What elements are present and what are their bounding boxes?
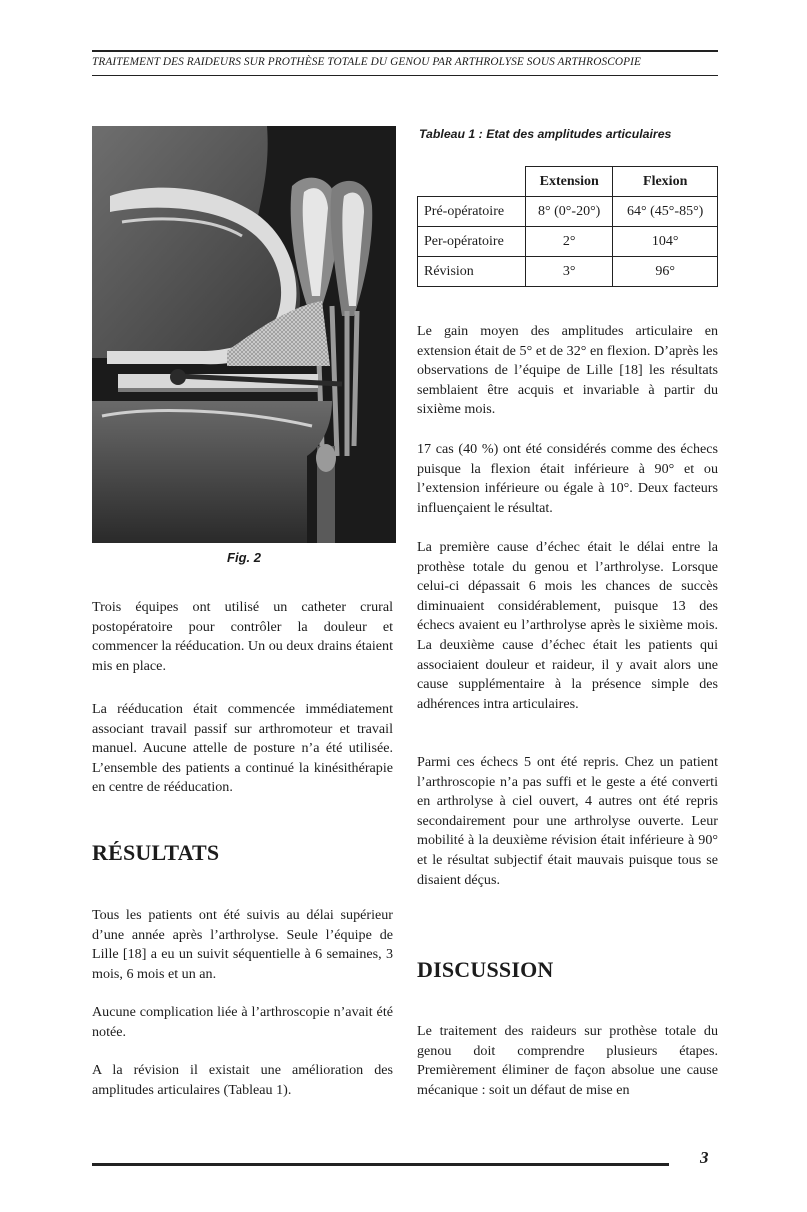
table-row-label: Per-opératoire <box>418 227 526 257</box>
table-header-row <box>418 167 718 197</box>
paragraph: Le gain moyen des amplitudes articulaire en extension était de 5° et de 32° en flexion. D’après les observations de l’équipe de Lille [18] les résultats semblaient être acquis et invariable à partir du sixième mois. <box>417 323 718 418</box>
left-column-para5 <box>92 1061 393 1100</box>
paragraph: La première cause d’échec était le délai entre la prothèse totale du genou et l’arthrolyse. Lorsque celui-ci dépassait 6 mois les chances de succès diminuaient considérablement, puisque 13 des échecs avaient eu l’arthrolyse après le sixième mois. La deuxième cause d’échec était les patients qui associaient douleur et raideur, il y avait alors une cause supplémentaire à la présence simple des adhérences intra articulaires. <box>417 539 718 712</box>
table-row-label: Pré-opératoire <box>418 197 526 227</box>
table-cell-flexion: 104° <box>613 227 718 257</box>
amplitudes-table <box>417 166 718 287</box>
paragraph: Tous les patients ont été suivis au délai supérieur d’une année après l’arthrolyse. Seule l’équipe de Lille [18] a eu un suivit séquentielle à 6 semaines, 3 mois, 6 mois et un an. <box>92 907 393 982</box>
page-number: 3 <box>700 1148 709 1167</box>
table-header-empty <box>418 167 526 197</box>
table-header-flexion: Flexion <box>613 167 718 197</box>
paragraph: Parmi ces échecs 5 ont été repris. Chez un patient l’arthroscopie n’a pas suffi et le geste a été converti en arthrolyse à ciel ouvert, 4 autres ont été repris secondairement pour une arthrolyse ouverte. Leur mobilité à la deuxième révision était inférieure à 90° et le résultat subjectif était mauvais puisque tous se disaient déçus. <box>417 754 718 888</box>
right-column-para3 <box>417 538 718 714</box>
knee-prosthesis-illustration <box>92 126 396 543</box>
paragraph: Trois équipes ont utilisé un catheter crural postopératoire pour contrôler la douleur et commencer la rééducation. Un ou deux drains étaient mis en place. <box>92 599 393 674</box>
table-row <box>418 197 718 227</box>
left-column-para4 <box>92 1003 393 1042</box>
header-rule-thin <box>92 75 718 76</box>
left-column-para2 <box>92 700 393 798</box>
table-cell-extension: 8° (0°-20°) <box>526 197 613 227</box>
running-head: TRAITEMENT DES RAIDEURS SUR PROTHÈSE TOTALE DU GENOU PAR ARTHROLYSE SOUS ARTHROSCOPIE <box>92 56 641 68</box>
paragraph: La rééducation était commencée immédiatement associant travail passif sur arthromoteur et travail manuel. Aucune attelle de posture n’a été utilisée. L’ensemble des patients a continué la kinésithérapie en centre de rééducation. <box>92 701 393 796</box>
section-heading-discussion: DISCUSSION <box>417 957 554 982</box>
paragraph: 17 cas (40 %) ont été considérés comme des échecs puisque la flexion était inférieure à 90° et ou l’extension inférieure ou égale à 10°. Deux facteurs influençaient le résultat. <box>417 441 718 516</box>
figure-image <box>92 126 396 543</box>
table-title: Tableau 1 : Etat des amplitudes articulaires <box>419 127 672 141</box>
section-heading-results: RÉSULTATS <box>92 840 220 865</box>
table-cell-flexion: 96° <box>613 257 718 287</box>
paragraph: A la révision il existait une amélioration des amplitudes articulaires (Tableau 1). <box>92 1062 393 1098</box>
right-column-para5 <box>417 1022 718 1100</box>
figure-caption: Fig. 2 <box>227 550 261 565</box>
header-rule <box>92 50 718 52</box>
right-column-para2 <box>417 440 718 518</box>
paragraph: Le traitement des raideurs sur prothèse totale du genou doit comprendre plusieurs étapes. Premièrement éliminer de façon absolue une cause mécanique : soit un défaut de mise en <box>417 1023 718 1098</box>
table-row <box>418 257 718 287</box>
footer-rule <box>92 1163 669 1166</box>
right-column-para1 <box>417 322 718 420</box>
table-cell-flexion: 64° (45°-85°) <box>613 197 718 227</box>
table-header-extension: Extension <box>526 167 613 197</box>
table-row-label: Révision <box>418 257 526 287</box>
left-column-para3 <box>92 906 393 984</box>
table-row <box>418 227 718 257</box>
right-column-para4 <box>417 753 718 890</box>
table-cell-extension: 2° <box>526 227 613 257</box>
table-cell-extension: 3° <box>526 257 613 287</box>
left-column-top <box>92 598 393 676</box>
paragraph: Aucune complication liée à l’arthroscopie n’avait été notée. <box>92 1004 393 1040</box>
